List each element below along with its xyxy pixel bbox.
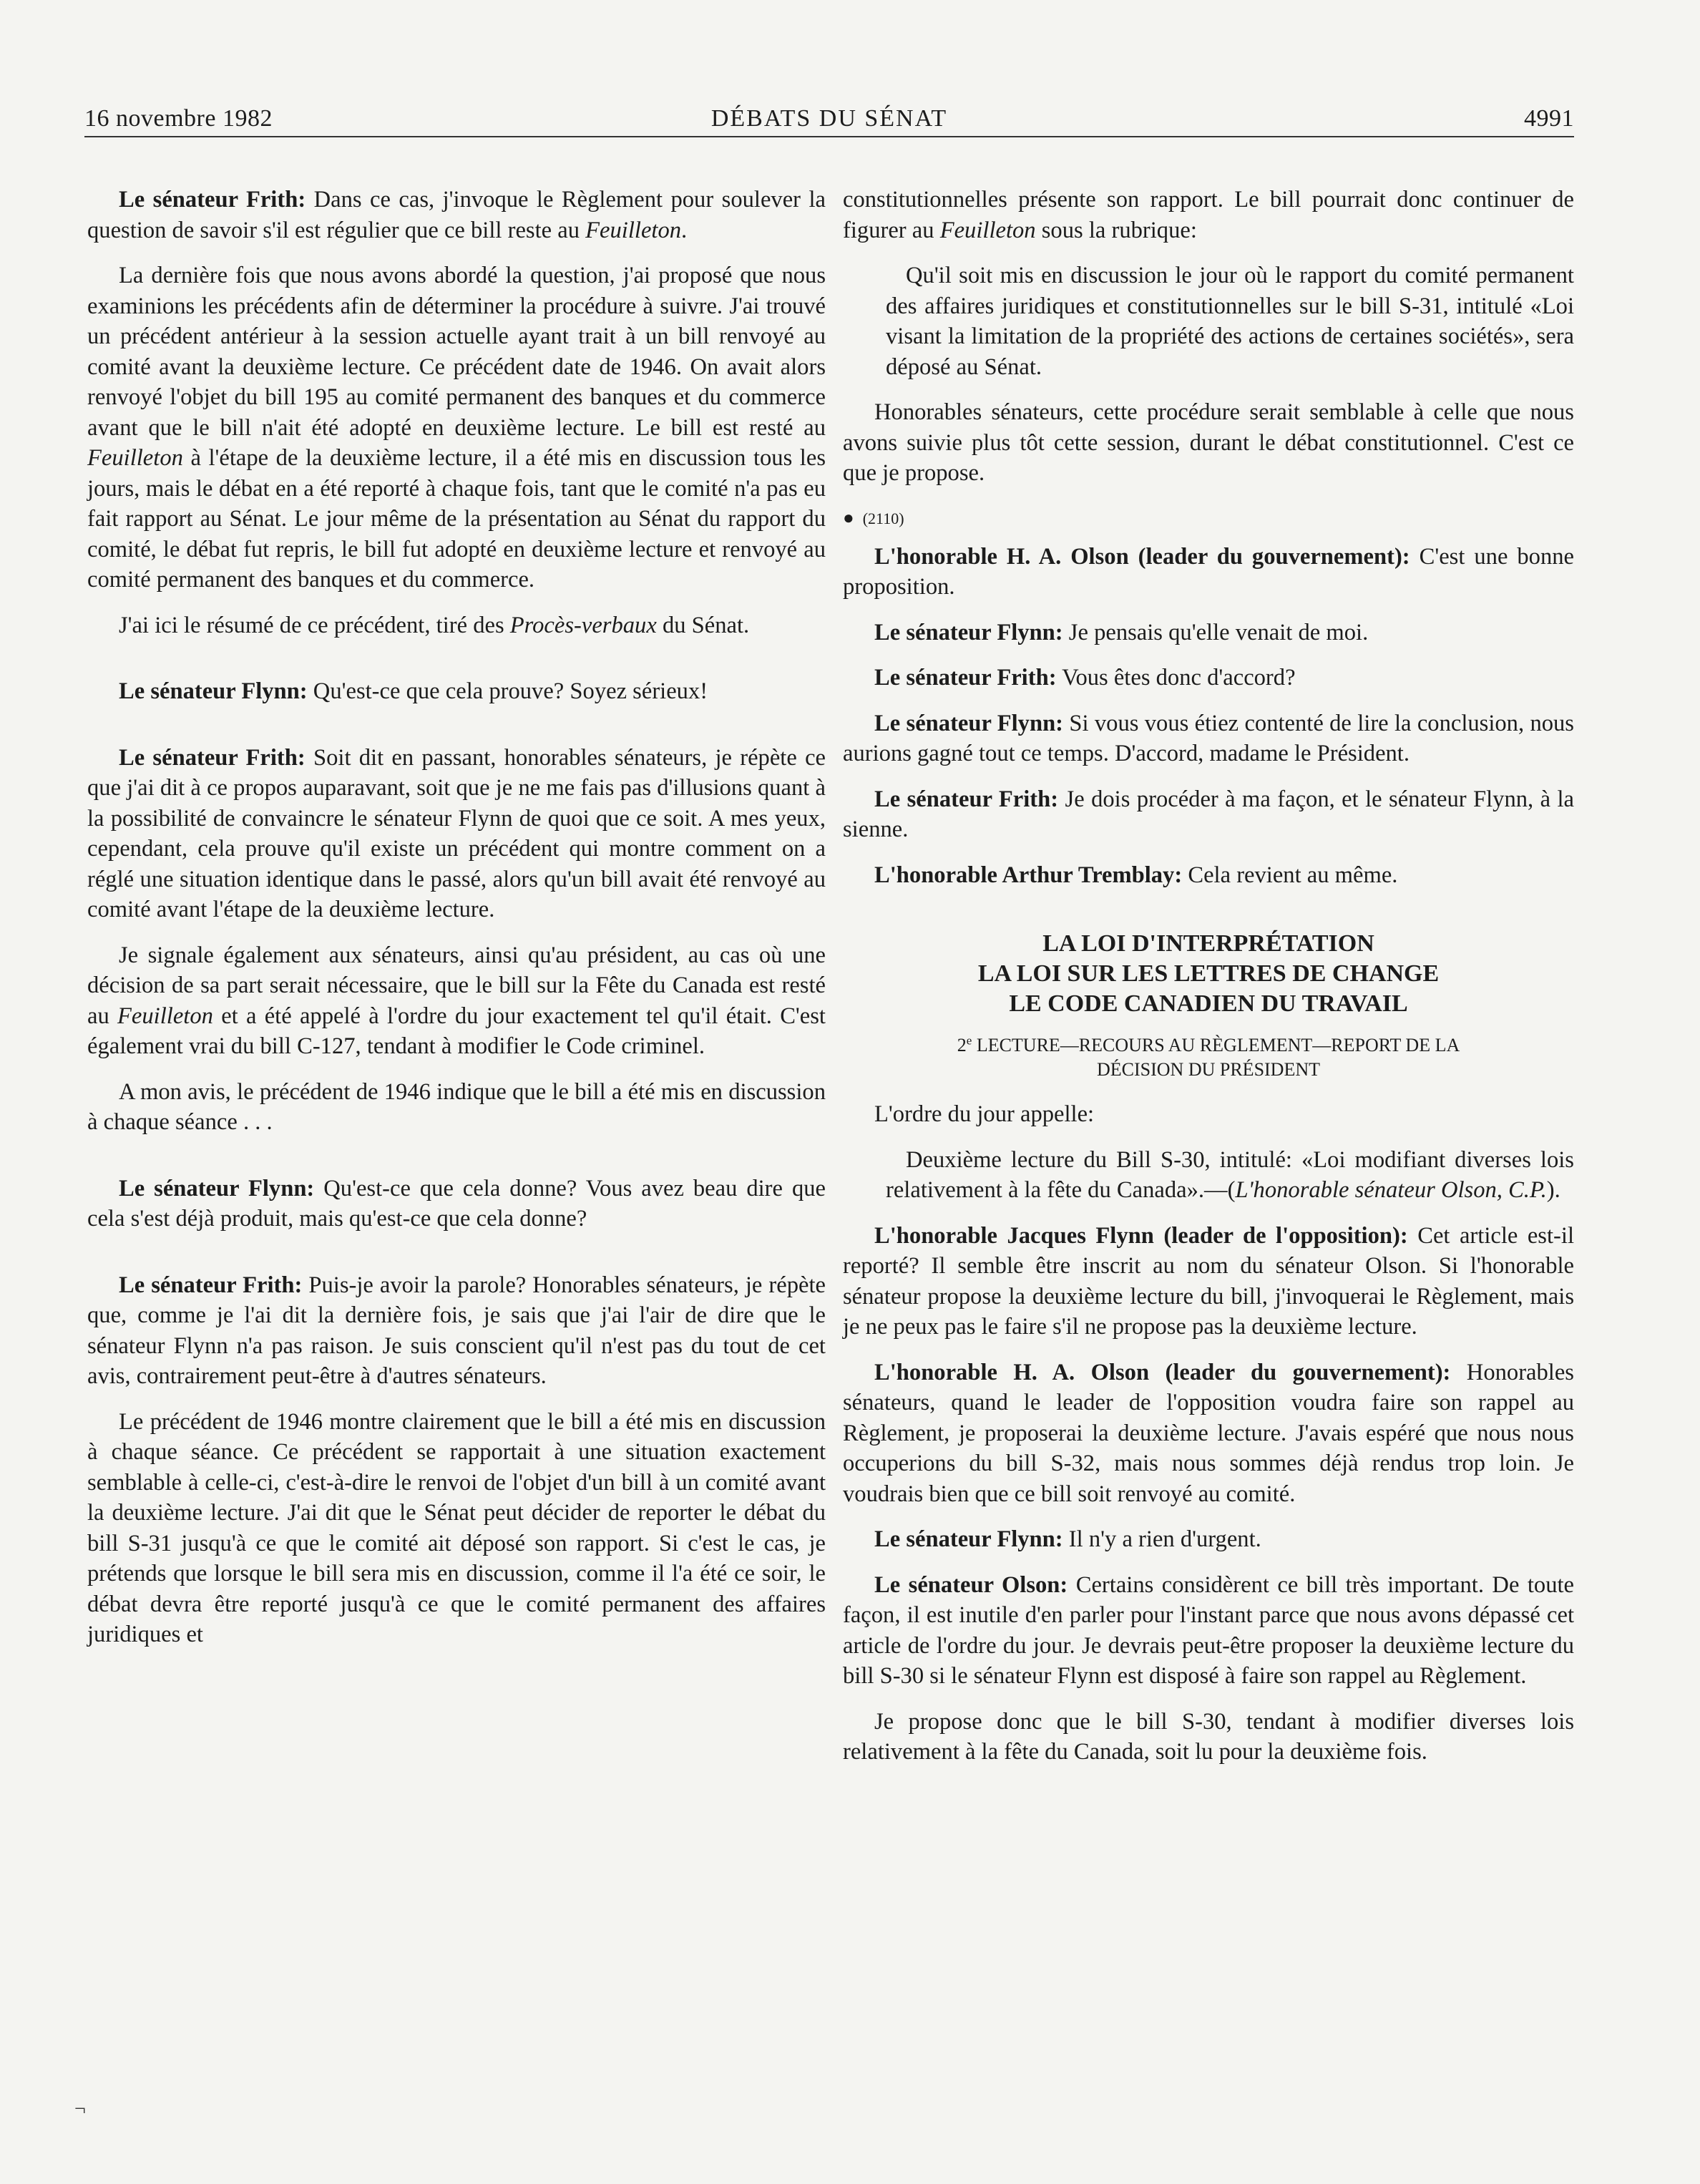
paragraph: [843, 185, 1574, 245]
heading-line: LA LOI D'INTERPRÉTATION: [1042, 930, 1374, 957]
speech-text: Dans ce cas, j'invoque le Règlement pour soulever la question de savoir s'il est régulier que ce bill reste au: [87, 187, 826, 243]
paragraph: [843, 708, 1574, 769]
italic-text: Procès-verbaux: [509, 612, 657, 638]
speaker-name: Le sénateur Frith:: [874, 786, 1059, 812]
italic-text: Feuilleton: [585, 217, 682, 243]
paragraph: [843, 1570, 1574, 1692]
speech-text: Certains considèrent ce bill très important. De toute façon, il est inutile d'en parler pour l'instant parce que nous avons dépassé cet article de l'ordre du jour. Je devrais peut-être proposer la deuxième lecture du bill S-30 si le sénateur Flynn est disposé à faire son rappel au Règlement.: [843, 1571, 1574, 1689]
italic-text: Feuilleton: [117, 1003, 213, 1029]
speaker-name: Le sénateur Frith:: [119, 744, 306, 771]
quoted-order: [886, 1145, 1574, 1206]
page-header: [84, 102, 1574, 137]
paragraph: [843, 1524, 1574, 1555]
paragraph: [87, 260, 826, 595]
speech-text: constitutionnelles présente son rapport. Le bill pourrait donc continuer de figurer au: [843, 187, 1574, 243]
speech-text: La dernière fois que nous avons abordé la question, j'ai proposé que nous examinions les précédents afin de déterminer la procédure à suivre. J'ai trouvé un précédent antérieur à la session actuelle ayant trait à un bill renvoyé au comité avant la deuxième lecture. Ce précédent date de 1946. On avait alors renvoyé l'objet du bill 195 au comité permanent des banques et du commerce avant que le bill n'ait été adopté en deuxième lecture. Le bill est resté au: [87, 263, 826, 441]
speech-text: Puis-je avoir la parole? Honorables sénateurs, je répète que, comme je l'ai dit la dernière fois, je sais que j'ai l'air de dire que le sénateur Flynn n'a pas raison. Je suis conscient qu'il n'est pas du tout de cet avis, contrairement peut-être à d'autres sénateurs.: [87, 1272, 826, 1389]
paragraph: [843, 618, 1574, 648]
speech-text: .: [681, 217, 688, 243]
speaker-name: Le sénateur Flynn:: [874, 1526, 1063, 1552]
speech-text: du Sénat.: [656, 612, 750, 638]
header-date: 16 novembre 1982: [84, 105, 273, 132]
heading-line: LE CODE CANADIEN DU TRAVAIL: [1009, 990, 1408, 1017]
paragraph: [87, 743, 826, 925]
speaker-name: Le sénateur Flynn:: [119, 678, 308, 704]
speaker-name: Le sénateur Frith:: [119, 1272, 303, 1298]
left-column: [87, 185, 826, 1665]
header-title: DÉBATS DU SÉNAT: [710, 105, 948, 132]
subheading-text: LECTURE—RECOURS AU RÈGLEMENT—REPORT DE LA: [972, 1035, 1460, 1056]
subheading-line: [843, 1033, 1574, 1058]
time-stamp: (2110): [862, 509, 904, 527]
heading-line: LA LOI SUR LES LETTRES DE CHANGE: [977, 960, 1440, 987]
section-subheading: [843, 1033, 1574, 1082]
speech-text: sous la rubrique:: [1035, 217, 1197, 243]
speech-text: Cet article est-il reporté? Il semble être inscrit au nom du sénateur Olson. Si l'honorable sénateur propose la deuxième lecture du bill, j'invoquerai le Règlement, mais je ne peux pas le faire s'il ne propose pas la deuxième lecture.: [843, 1222, 1574, 1340]
speech-text: Qu'est-ce que cela donne? Vous avez beau dire que cela s'est déjà produit, mais qu'est-ce que cela donne?: [87, 1175, 826, 1232]
speech-text: Je signale également aux sénateurs, ainsi qu'au président, au cas où une décision de sa part serait nécessaire, que le bill sur la Fête du Canada est resté au: [87, 942, 826, 1029]
speech-text: Honorables sénateurs, quand le leader de l'opposition voudra faire son rappel au Règlement, je proposerai la deuxième lecture. J'avais espéré que nous nous occuperions du bill S-32, mais nous sommes déjà rendus trop loin. Je voudrais bien que ce bill soit renvoyé au comité.: [843, 1359, 1574, 1507]
quote-text: [886, 1145, 1574, 1206]
speech-text: Je pensais qu'elle venait de moi.: [1062, 619, 1369, 645]
paragraph: [87, 1270, 826, 1392]
speaker-name: Le sénateur Olson:: [874, 1571, 1068, 1598]
speaker-name: Le sénateur Flynn:: [874, 619, 1063, 645]
speech-text: Il n'y a rien d'urgent.: [1062, 1526, 1261, 1552]
paragraph: [87, 610, 826, 641]
speaker-name: Le sénateur Flynn:: [119, 1175, 315, 1201]
time-marker: [843, 504, 1574, 533]
paragraph: [843, 784, 1574, 845]
right-column: [843, 185, 1574, 1783]
paragraph: Le précédent de 1946 montre clairement que le bill a été mis en discussion à chaque séance. Ce précédent se rapportait à une situation exactement semblable à celle-ci, c'est-à-dire le renvoi de l'objet d'un bill à un comité avant la deuxième lecture. J'ai dit que le Sénat peut décider de reporter le débat du bill S-31 jusqu'à ce que le comité ait déposé son rapport. Si c'est le cas, je prétends que lorsque le bill sera mis en discussion, comme il l'a été ce soir, le débat devra être reporté jusqu'à ce que le comité permanent des affaires juridiques et: [87, 1408, 826, 1647]
speaker-name: L'honorable Jacques Flynn (leader de l'opposition):: [874, 1222, 1408, 1249]
paragraph: [87, 940, 826, 1062]
italic-text: Feuilleton: [939, 217, 1036, 243]
speech-text: J'ai ici le résumé de ce précédent, tiré des: [119, 612, 510, 638]
speech-text: Soit dit en passant, honorables sénateurs, je répète ce que j'ai dit à ce propos auparavant, soit que je ne me fais pas d'illusions quant à la possibilité de convaincre le sénateur Flynn de quoi que ce soit. A mes yeux, cependant, cela prouve qu'il existe un précédent qui montre comment on a réglé une situation identique dans le passé, alors qu'un bill avait été renvoyé au comité avant l'étape de la deuxième lecture.: [87, 744, 826, 922]
paragraph: [87, 676, 826, 707]
speaker-name: L'honorable H. A. Olson (leader du gouvernement):: [874, 1359, 1451, 1385]
subheading-line: DÉCISION DU PRÉSIDENT: [1097, 1059, 1320, 1080]
paragraph: A mon avis, le précédent de 1946 indique que le bill a été mis en discussion à chaque séance . . .: [87, 1078, 826, 1135]
speech-text: Si vous vous étiez contenté de lire la conclusion, nous aurions gagné tout ce temps. D'accord, madame le Président.: [843, 710, 1574, 766]
speech-text: Qu'est-ce que cela prouve? Soyez sérieux!: [307, 678, 708, 704]
speaker-name: Le sénateur Frith:: [874, 665, 1057, 691]
quote-text: Qu'il soit mis en discussion le jour où le rapport du comité permanent des affaires juridiques et constitutionnelles sur le bill S-31, intitulé «Loi visant la limitation de la propriété des actions de certaines sociétés», sera déposé au Sénat.: [886, 263, 1574, 380]
section-heading: [843, 929, 1574, 1019]
speech-text: Cela revient au même.: [1182, 862, 1398, 888]
paragraph: [87, 1174, 826, 1234]
speaker-name: Le sénateur Frith:: [119, 187, 306, 213]
paragraph: [843, 542, 1574, 603]
bullet-icon: ●: [843, 507, 854, 528]
paragraph: [843, 860, 1574, 891]
quoted-motion: [886, 260, 1574, 382]
speech-text: C'est une bonne proposition.: [843, 543, 1574, 600]
paragraph: [843, 1357, 1574, 1510]
italic-text: L'honorable sénateur Olson, C.P.: [1235, 1177, 1547, 1203]
paragraph: [843, 1221, 1574, 1342]
corner-mark: ¬: [74, 2098, 86, 2120]
speech-text: ).: [1546, 1177, 1560, 1203]
paragraph: [843, 663, 1574, 693]
italic-text: Feuilleton: [87, 445, 183, 471]
speech-text: Deuxième lecture du Bill S-30, intitulé: «Loi modifiant diverses lois relativement à la fête du Canada».—(: [886, 1146, 1574, 1203]
speech-text: Je dois procéder à ma façon, et le sénateur Flynn, à la sienne.: [843, 786, 1574, 842]
paragraph: Je propose donc que le bill S-30, tendant à modifier diverses lois relativement à la fête du Canada, soit lu pour la deuxième fois.: [843, 1708, 1574, 1765]
subheading-number: 2: [957, 1035, 967, 1056]
paragraph: L'ordre du jour appelle:: [874, 1101, 1095, 1127]
speaker-name: L'honorable H. A. Olson (leader du gouvernement):: [874, 543, 1410, 570]
speaker-name: L'honorable Arthur Tremblay:: [874, 862, 1183, 888]
speech-text: et a été appelé à l'ordre du jour exactement tel qu'il était. C'est également vrai du bill C-127, tendant à modifier le Code criminel.: [87, 1003, 826, 1059]
speech-text: à l'étape de la deuxième lecture, il a été mis en discussion tous les jours, mais le débat en a été reporté à chaque fois, tant que le comité n'a pas eu fait rapport au Sénat. Le jour même de la présentation au Sénat du rapport du comité, le débat fut repris, le bill fut adopté en deuxième lecture et renvoyé au comité permanent des banques et du commerce.: [87, 445, 826, 593]
speaker-name: Le sénateur Flynn:: [874, 710, 1064, 736]
paragraph: Honorables sénateurs, cette procédure serait semblable à celle que nous avons suivie plus tôt cette session, durant le débat constitutionnel. C'est ce que je propose.: [843, 399, 1574, 486]
speech-text: Vous êtes donc d'accord?: [1056, 665, 1296, 691]
header-page-number: 4991: [1524, 105, 1574, 132]
paragraph: [87, 185, 826, 245]
subheading-ordinal: e: [966, 1033, 972, 1048]
